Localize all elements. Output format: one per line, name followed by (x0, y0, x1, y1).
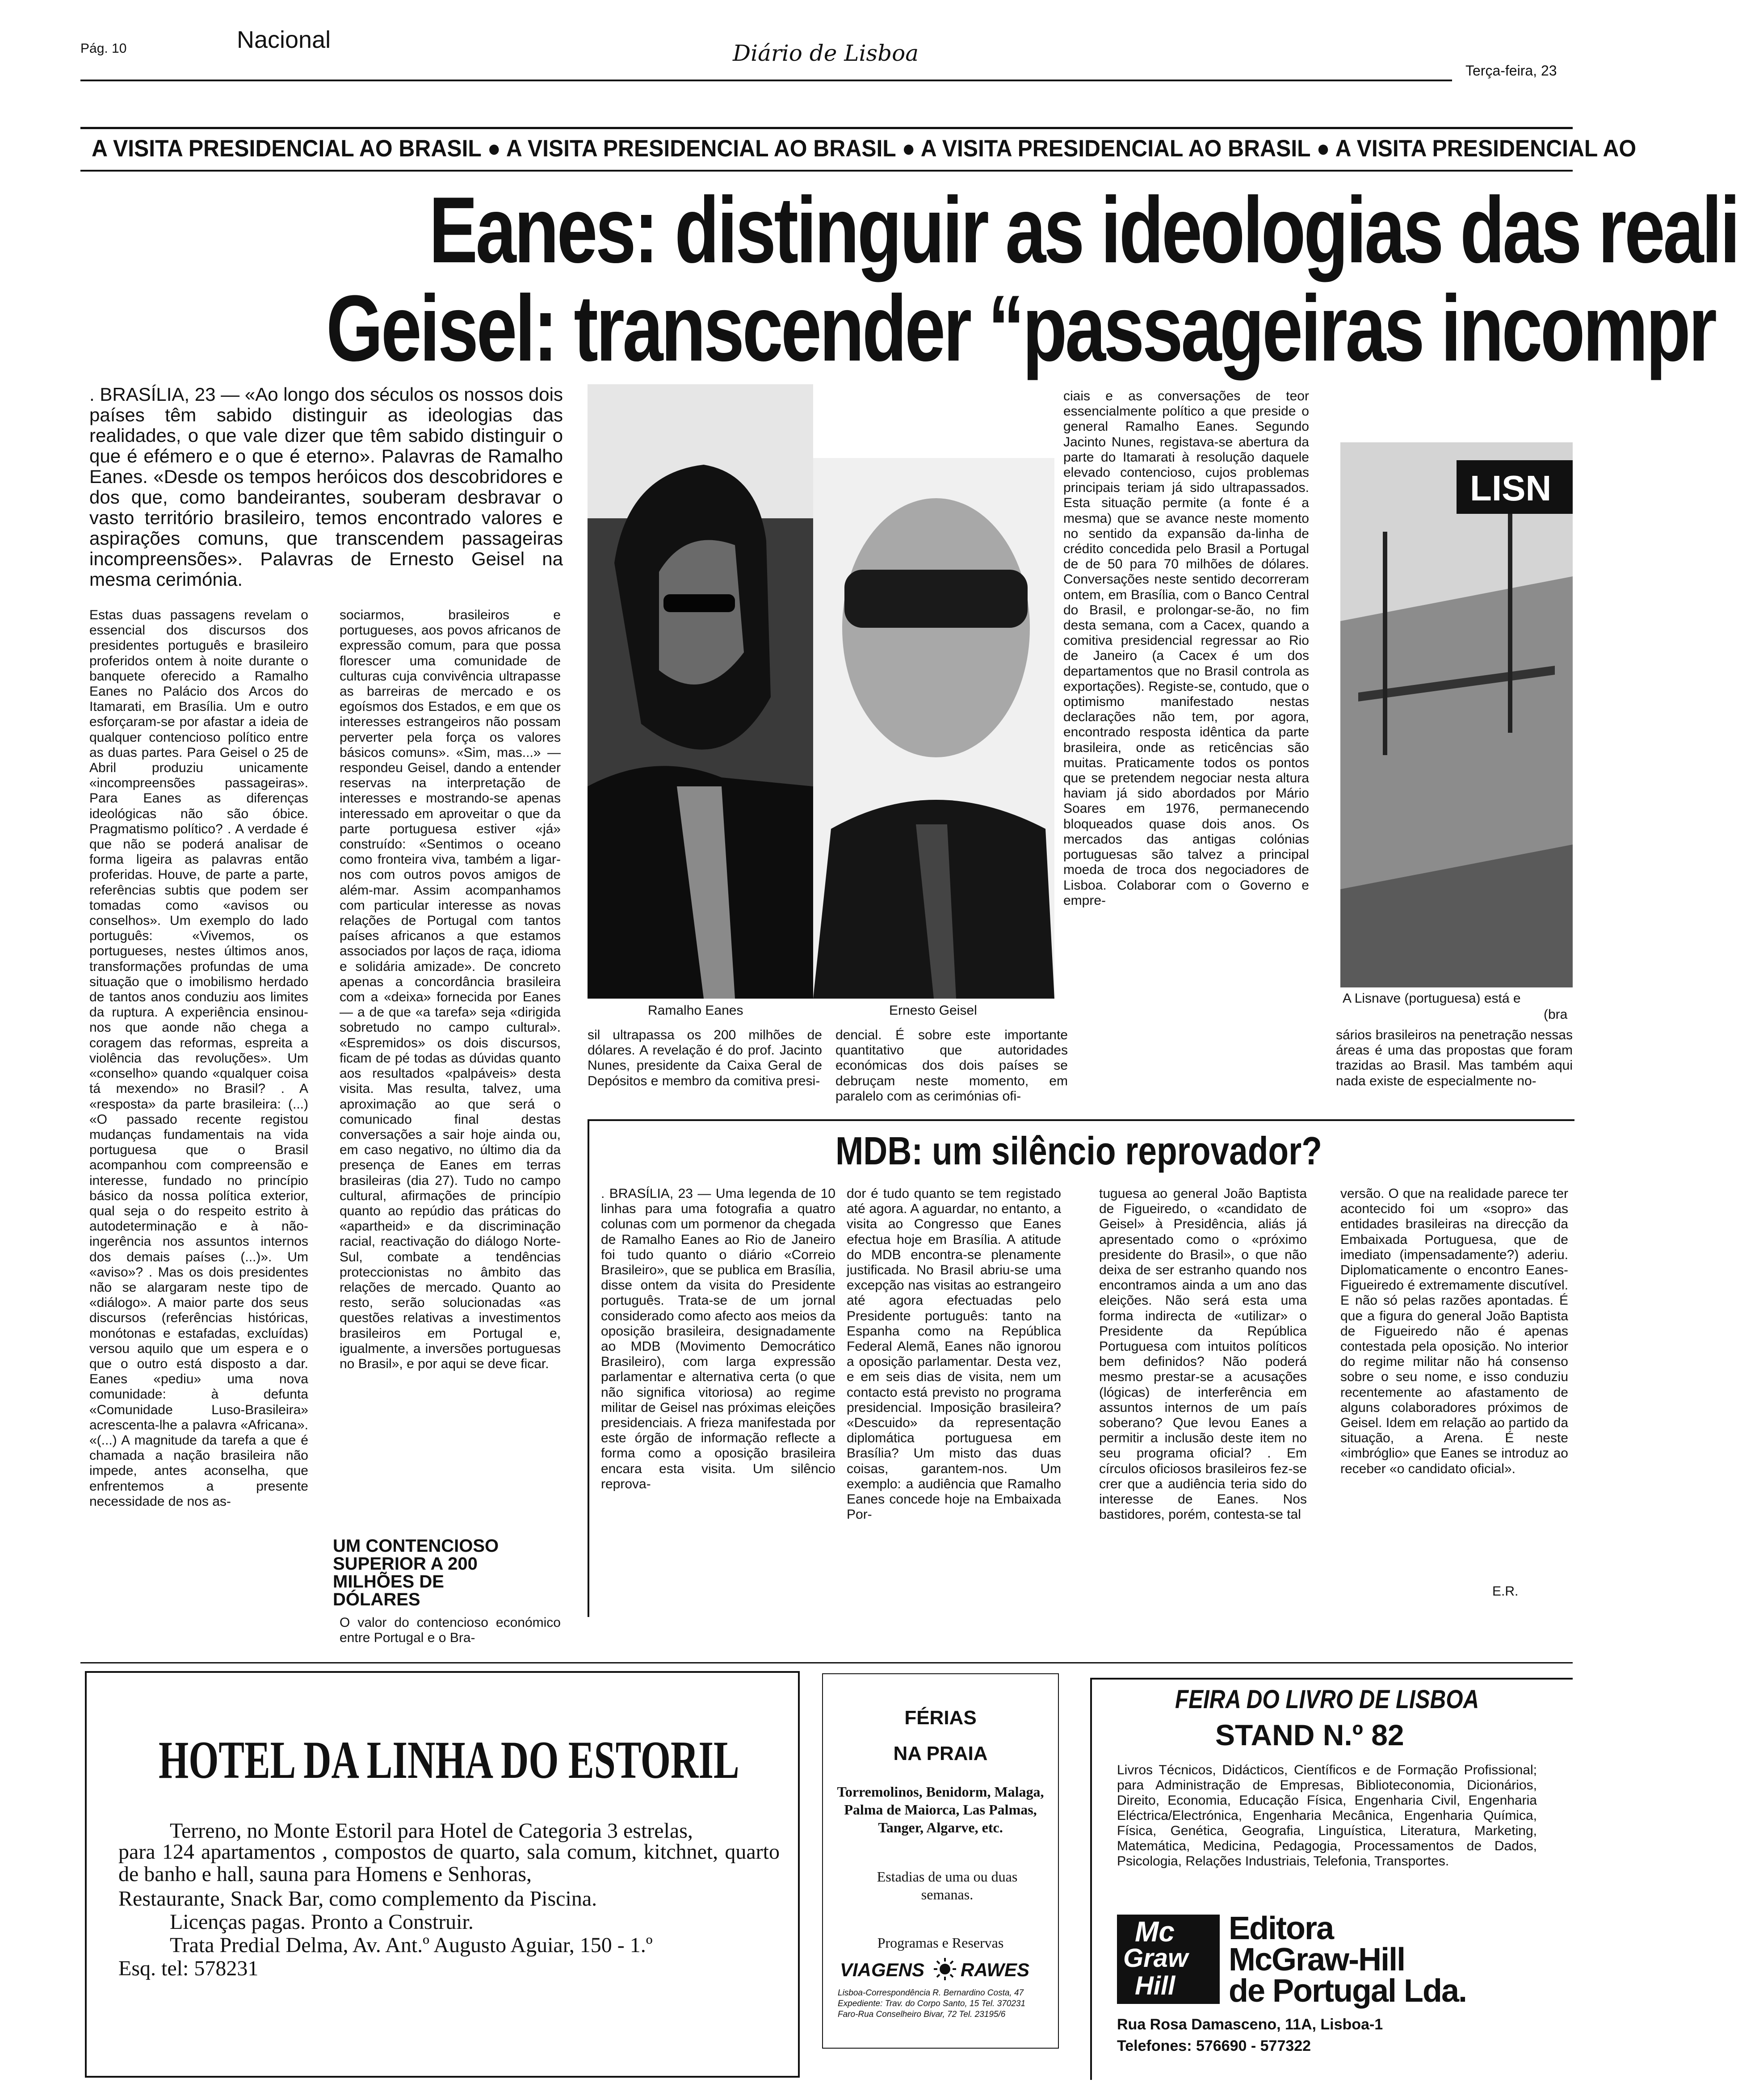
article-column-2: sociarmos, brasileiros e portugueses, aos povos africanos de expressão comum, para que possa florescer uma comunidade de culturas cuja convivência ultrapasse as barreiras de mercado e os egoísmos dos Estados, e em que os interesses estrangeiros não possam perverter pela força os valores básicos comuns». «Sim, mas...» — respondeu Geisel, dando a entender reservas na interpretação de interesses e mostrando-se apenas interessado em aproveitar o que da parte portuguesa estiver «já» construído: «Sentimos o oceano como fronteira viva, também a ligar-nos com outros povos amigos de além-mar. Assim acompanhamos com particular interesse as novas relações de Portugal com tantos países africanos a que estamos associados por laços de raça, idioma e solidária amizade». De concreto apenas a concordância brasileira com a «deixa» fornecida por Eanes — a de que «a tarefa» seja «dirigida sobretudo no campo cultural». «Espremidos» os dois discursos, ficam de pé todas as dúvidas quanto aos resultados «palpáveis» desta visita. Mas resulta, talvez, uma aproximação ao que será o comunicado final destas conversações a sair hoje ainda ou, em caso negativo, no último dia da presença de Eanes em terras brasileiras (dia 27). Tudo no campo cultural, afirmações de princípio quanto ao repúdio das práticas do «apartheid» e da discriminação racial, reactivação do diálogo Norte-Sul, combate a tendências proteccionistas no âmbito das relações de mercado. Quanto ao resto, serão solucionadas «as questões relativas a investimentos brasileiros em Portugal e, igualmente, a inversões portuguesas no Brasil», e por aqui se deve ficar. (340, 608, 561, 1371)
banner-bottom-rule (80, 170, 1573, 172)
caption-ramalho-eanes: Ramalho Eanes (648, 1003, 743, 1018)
section-label: Nacional (237, 26, 331, 53)
ad-ferias-address-2: Expediente: Trav. do Corpo Santo, 15 Tel. 370231 (838, 1999, 1026, 2008)
masthead-rule (80, 80, 1452, 81)
mdb-column-3: tuguesa ao general João Baptista de Figueiredo, o «candidato de Geisel» à Presidência, aliás já apresentado como o «próximo presidente do Brasil», o que não deixa de ser estranho quando nos encontramos ainda a um ano das eleições. Não será esta uma forma indirecta de «utilizar» o Presidente da República Portuguesa com intuitos políticos bem definidos? Não poderá mesmo prestar-se a acusações (lógicas) de interferência em assuntos internos de um país soberano? Que levou Eanes a permitir a inclusão deste item no seu programa oficial? . Em círculos oficiosos brasileiros fez-se crer que a audiência teria sido do interesse de Eanes. Nos bastidores, porém, contesta-se tal (1099, 1186, 1307, 1522)
mcgraw-logo-line-3: Hill (1135, 1971, 1175, 2000)
headline-line-1: Eanes: distinguir as ideologias das reali (429, 177, 1738, 282)
banner-top-rule (80, 127, 1573, 129)
article-column-4: dencial. É sobre este importante quantitativo que autoridades económicas dos dois países se debruçam neste momento, em paralelo com as cerimónias ofi- (835, 1028, 1068, 1104)
banner-strip: A VISITA PRESIDENCIAL AO BRASIL ● A VISITA PRESIDENCIAL AO BRASIL ● A VISITA PRESIDENCIAL AO BRASIL ● A VISITA PRESIDENCIAL AO (92, 135, 1637, 162)
ad-ferias-brand-right: RAWES (961, 1959, 1030, 1980)
mcgraw-logo-line-1: Mc (1135, 1915, 1175, 1948)
article-column-2b: O valor do contencioso económico entre Portugal e o Bra- (340, 1615, 561, 1646)
ad-feira-address: Rua Rosa Damasceno, 11A, Lisboa-1 (1117, 2016, 1383, 2033)
eanes-illustration (588, 384, 813, 999)
page-number: Pág. 10 (80, 41, 127, 56)
ad-feira-stand: STAND N.º 82 (1215, 1718, 1404, 1751)
mdb-column-4: versão. O que na realidade parece ter acontecido foi um «sopro» das entidades brasileiras na direcção da Embaixada Portuguesa, que de imediato (impensadamente?) aderiu. Diplomaticamente o encontro Eanes-Figueiredo é extremamente discutível. E não só pelas razões apontadas. É que a figura do general João Baptista de Figueiredo não é apenas contestada pela oposição. No interior do regime militar não há consenso sobre o seu nome, e isso conduziu recentemente ao afastamento de alguns colaboradores próximos de Geisel. Idem em relação ao partido da situação, a Arena. É neste «imbróglio» que Eanes se introduz ao receber «o candidato oficial». (1340, 1186, 1568, 1476)
ad-ferias-brand-left: VIAGENS (840, 1959, 925, 1980)
ad-feira-publisher-1: Editora (1229, 1911, 1334, 1946)
ad-feira-title: FEIRA DO LIVRO DE LISBOA (1175, 1685, 1479, 1714)
ad-ferias-title-2: NA PRAIA (893, 1743, 988, 1764)
lead-paragraph: . BRASÍLIA, 23 — «Ao longo dos séculos os nossos dois países têm sabido distinguir as ideologias das realidades, o que vale dizer que têm sabido distinguir o que é efémero e o que é eterno». Palavras de Ramalho Eanes. «Desde os tempos heróicos dos descobridores e dos que, como bandeirantes, souberam desbravar o vasto território brasileiro, temos encontrado valores e aspirações comuns, que transcendem passageiras incompreensões». Palavras de Ernesto Geisel na mesma cerimónia. (89, 384, 563, 590)
headline-line-2: Geisel: transcender “passageiras incompr (326, 276, 1715, 381)
photo-ramalho-eanes (588, 384, 813, 999)
article-column-5: ciais e as conversações de teor essencialmente político a que preside o general Ramalho Eanes. Segundo Jacinto Nunes, registava-se abertura da parte do Itamarati à resolução daquele elevado contencioso, cujos problemas principais teriam já sido ultrapassados. Esta situação permite (a fonte é a mesma) que se avance neste momento no sentido da expansão da-linha de crédito concedida pelo Brasil a Portugal de de 50 para 70 milhões de dólares. Conversações neste sentido decorreram ontem, em Brasília, com o Banco Central do Brasil, e prolongar-se-ão, no fim desta semana, com a Cacex, quando a comitiva presidencial regressar ao Rio de Janeiro (a Cacex é um dos departamentos que no Brasil controla as exportações). Registe-se, contudo, que o optimismo manifestado nestas declarações não tem, por agora, encontrado resposta idêntica da parte brasileira, onde as reticências são muitas. Praticamente todos os pontos que se pretendem negociar nesta altura haviam já sido abordados por Mário Soares em 1976, permanecendo bloqueados quase dois anos. Os mercados das antigas colónias portuguesas são talvez a principal moeda de troca dos negociadores de Lisboa. Colaborar com o Governo e empre- (1063, 389, 1309, 908)
article-column-6: sários brasileiros na penetração nessas áreas é uma das propostas que foram trazidas ao Brasil. Mas também aqui nada existe de especialmente no- (1336, 1028, 1573, 1088)
ad-ferias-title-1: FÉRIAS (904, 1707, 977, 1729)
ads-top-rule (80, 1662, 1573, 1663)
ad-hotel-line-6: Esq. tel: 578231 (118, 1957, 259, 1980)
ad-feira-body: Livros Técnicos, Didácticos, Científicos e de Formação Profissional; para Administração de Empresas, Biblioteconomia, Dicionários, Direito, Economia, Educação Física, Engenharia Civil, Engenharia Eléctrica/Electrónica, Engenharia Mecânica, Engenharia Química, Física, Genética, Geografia, Linguística, Literatura, Marketing, Matemática, Medicina, Pedagogia, Processamentos de Dados, Psicologia, Relações Industriais, Telefonia, Transportes. (1117, 1763, 1537, 1869)
ad-ferias-address-3: Faro-Rua Conselheiro Bivar, 72 Tel. 23195/6 (838, 2010, 1006, 2019)
newspaper-title: Diário de Lisboa (733, 40, 919, 66)
mcgraw-logo-line-2: Graw (1123, 1944, 1188, 1973)
article-column-3: sil ultrapassa os 200 milhões de dólares. A revelação é do prof. Jacinto Nunes, presidente da Caixa Geral de Depósitos e membro da comitiva presi- (588, 1028, 822, 1088)
issue-date: Terça-feira, 23 (1465, 63, 1557, 79)
ad-ferias-stays: Estadias de uma ou duas semanas. (877, 1869, 1018, 1903)
ad-feira-publisher-3: de Portugal Lda. (1229, 1973, 1467, 2009)
photo-ernesto-geisel (813, 458, 1054, 999)
article-column-1: Estas duas passagens revelam o essencial dos discursos dos presidentes português e brasileiro proferidos ontem à noite durante o banquete oferecido a Ramalho Eanes no Palácio dos Arcos do Itamarati, em Brasília. Um e outro esforçaram-se por afastar a ideia de qualquer contencioso político entre as duas partes. Para Geisel o 25 de Abril produziu unicamente «incompreensões passageiras». Para Eanes as diferenças ideológicas não são óbice. Pragmatismo político? . A verdade é que não se poderá analisar de forma ligeira as palavras então proferidas. Houve, de parte a parte, referências subtis que podem ser tomadas como «avisos ou conselhos». Um exemplo do lado português: «Vivemos, os portugueses, nestes últimos anos, transformações profundas de uma situação que o imobilismo herdado de tantos anos conduziu aos limites da ruptura. A experiência ensinou-nos que aonde não chega a coragem das reformas, espreita a violência das revoluções». Um «conselho» quando «qualquer coisa tá mexendo» no Brasil? . A «resposta» da parte brasileira: (...) «O passado recente registou mudanças fundamentais na vida portuguesa que o Brasil acompanhou com compreensão e interesse, fundado no princípio básico da nossa política exterior, qual seja o do respeito estrito à autodeterminação e à não-ingerência nos assuntos internos dos demais países (...)». Um «aviso»? . Mas os dois presidentes não se alargaram neste tipo de «diálogo». A maior parte dos seus discursos (referências históricas, monótonas e estafadas, excluídas) versou aquilo que um espera e o que o outro está disposto a dar. Eanes «pediu» uma nova comunidade: à defunta «Comunidade Luso-Brasileira» acrescenta-lhe a palavra «Africana». «(...) A magnitude da tarefa a que é chamada a nação brasileira não impede, antes aconselha, que enfrentemos a presente necessidade de nos as- (89, 608, 308, 1509)
mdb-title: MDB: um silêncio reprovador? (835, 1129, 1322, 1173)
ad-hotel-line-4: Licenças pagas. Pronto a Construir. (170, 1910, 474, 1934)
article-subhead: UM CONTENCIOSO SUPERIOR A 200 MILHÕES DE DÓLARES (333, 1536, 499, 1609)
shipyard-illustration (1340, 442, 1573, 987)
mcgraw-hill-logo (1117, 1915, 1220, 2004)
ad-feira-publisher-2: McGraw-Hill (1229, 1942, 1405, 1978)
ad-hotel-line-5: Trata Predial Delma, Av. Ant.º Augusto Aguiar, 150 - 1.º (170, 1933, 653, 1957)
ad-hotel-line-2: para 124 apartamentos , compostos de quarto, sala comum, kitchnet, quarto de banho e hall, sauna para Homens e Senhoras, (118, 1840, 780, 1886)
lisnave-sign-text: LISN (1470, 468, 1552, 508)
sun-logo-icon (934, 1958, 956, 1980)
geisel-illustration (813, 458, 1054, 999)
lisnave-caption-2: (bra (1544, 1007, 1568, 1022)
ad-feira-phones: Telefones: 576690 - 577322 (1117, 2037, 1311, 2054)
mdb-column-2: dor é tudo quanto se tem registado até agora. A aguardar, no entanto, a visita ao Congresso que Eanes efectua hoje em Brasília. A atitude do MDB encontra-se plenamente justificada. No Brasil abriu-se uma excepção nas visitas ao estrangeiro até agora efectuadas pelo Presidente português: tanto na Espanha como na República Federal Alemã, Eanes não ignorou a oposição parlamentar. Desta vez, e em seis dias de visita, nem um contacto está previsto no programa presidencial. Imposição brasileira? «Descuido» da representação diplomática portuguesa em Brasília? Um misto das duas coisas, garantem-nos. Um exemplo: a audiência que Ramalho Eanes concede hoje na Embaixada Por- (847, 1186, 1061, 1522)
mdb-signature: E.R. (1492, 1584, 1519, 1599)
ad-hotel-line-3: Restaurante, Snack Bar, como complemento da Piscina. (118, 1887, 597, 1911)
ad-hotel-title: HOTEL DA LINHA DO ESTORIL (159, 1730, 739, 1789)
caption-ernesto-geisel: Ernesto Geisel (889, 1003, 977, 1018)
photo-lisnave-shipyard (1340, 442, 1573, 987)
ad-ferias-programs: Programas e Reservas (877, 1935, 1004, 1951)
ad-ferias-address-1: Lisboa-Correspondência R. Bernardino Costa, 47 (838, 1988, 1024, 1998)
ad-hotel-line-1: Terreno, no Monte Estoril para Hotel de Categoria 3 estrelas, (170, 1819, 693, 1843)
ad-ferias-places: Torremolinos, Benidorm, Malaga, Palma de Maiorca, Las Palmas, Tanger, Algarve, etc. (837, 1784, 1044, 1835)
lisnave-caption: A Lisnave (portuguesa) está e (1343, 991, 1521, 1006)
mdb-column-1: . BRASÍLIA, 23 — Uma legenda de 10 linhas para uma fotografia a quatro colunas com um pormenor da chegada de Ramalho Eanes ao Rio de Janeiro foi tudo quanto o diário «Correio Brasileiro», que se publica em Brasília, disse ontem da visita do Presidente português. Trata-se de um jornal considerado como afecto aos meios da oposição brasileira, designadamente ao MDB (Movimento Democrático Brasileiro), com larga expressão parlamentar e alternativa certa (o que não significa vitoriosa) ao regime militar de Geisel nas próximas eleições presidenciais. A frieza manifestada por este órgão de informação reflecte a forma como a oposição brasileira encara esta visita. Um silêncio reprova- (601, 1186, 835, 1491)
